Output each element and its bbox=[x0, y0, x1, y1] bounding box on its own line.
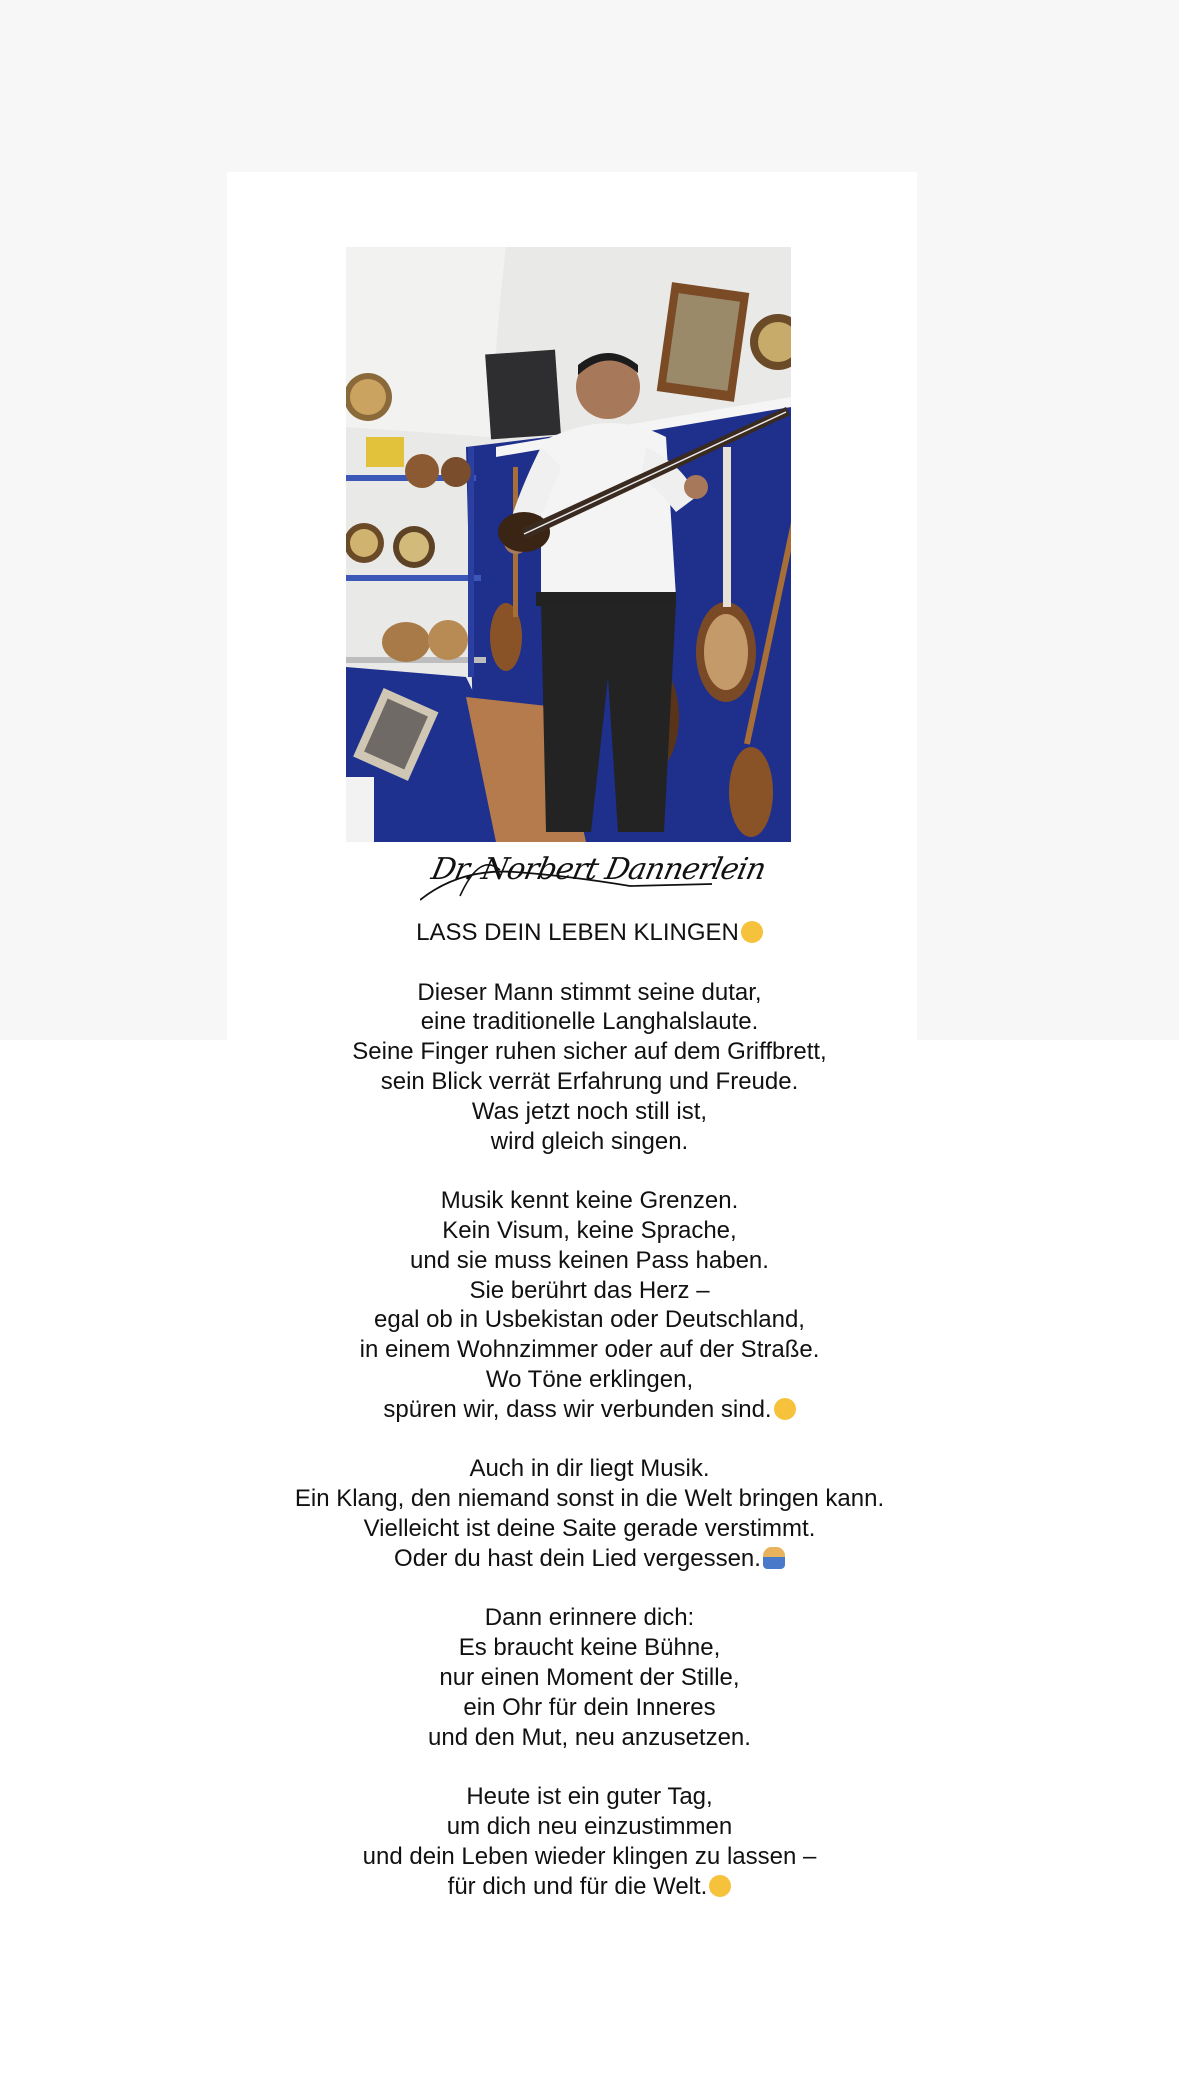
poem-line: eine traditionelle Langhalslaute. bbox=[420, 1008, 759, 1036]
hugging-face-icon bbox=[774, 1398, 796, 1420]
poem bbox=[0, 918, 1179, 1901]
relieved-face-icon bbox=[709, 1875, 731, 1897]
poem-line bbox=[0, 1395, 1179, 1425]
poem-line: und dein Leben wieder klingen zu lassen – bbox=[362, 1842, 817, 1870]
poem-line-text: Oder du hast dein Lied vergessen. bbox=[394, 1544, 761, 1572]
musician-photo bbox=[346, 247, 791, 842]
poem-title-text: LASS DEIN LEBEN KLINGEN bbox=[416, 919, 739, 946]
poem-line: Vielleicht ist deine Saite gerade verstimmt. bbox=[363, 1514, 816, 1542]
stanza-gap bbox=[0, 1574, 1179, 1604]
poem-line bbox=[0, 1872, 1179, 1902]
poem-line: wird gleich singen. bbox=[490, 1127, 689, 1155]
stanza-gap bbox=[0, 948, 1179, 978]
poem-line: und den Mut, neu anzusetzen. bbox=[428, 1723, 751, 1751]
poem-line: Sie berührt das Herz – bbox=[469, 1276, 710, 1304]
poem-line: Dieser Mann stimmt seine dutar, bbox=[417, 978, 762, 1006]
poem-line-text: für dich und für die Welt. bbox=[447, 1872, 708, 1900]
poem-line: Seine Finger ruhen sicher auf dem Griffbrett, bbox=[352, 1038, 827, 1066]
poem-title bbox=[0, 918, 1179, 948]
poem-line: in einem Wohnzimmer oder auf der Straße. bbox=[359, 1336, 820, 1364]
poem-line: Es braucht keine Bühne, bbox=[458, 1634, 721, 1662]
poem-line: egal ob in Usbekistan oder Deutschland, bbox=[374, 1306, 805, 1334]
poem-line: Musik kennt keine Grenzen. bbox=[440, 1187, 739, 1215]
poem-line: sein Blick verrät Erfahrung und Freude. bbox=[380, 1067, 799, 1095]
signature-text: Dr. Norbert Dannerlein bbox=[428, 852, 769, 887]
poem-line bbox=[0, 1544, 1179, 1574]
stanza-gap bbox=[0, 1156, 1179, 1186]
poem-line: Heute ist ein guter Tag, bbox=[466, 1783, 713, 1811]
poem-line: Wo Töne erklingen, bbox=[485, 1365, 694, 1393]
poem-line: Dann erinnere dich: bbox=[484, 1604, 695, 1632]
poem-line: um dich neu einzustimmen bbox=[446, 1812, 733, 1840]
poem-line: nur einen Moment der Stille, bbox=[439, 1663, 740, 1691]
stanza-gap bbox=[0, 1752, 1179, 1782]
signature bbox=[420, 848, 769, 910]
relieved-face-icon bbox=[741, 921, 763, 943]
poem-line-text: spüren wir, dass wir verbunden sind. bbox=[383, 1395, 772, 1423]
stanza-gap bbox=[0, 1425, 1179, 1455]
poem-line: Ein Klang, den niemand sonst in die Welt bringen kann. bbox=[294, 1485, 885, 1513]
poem-line: Auch in dir liegt Musik. bbox=[469, 1455, 710, 1483]
person-shrugging-icon bbox=[763, 1547, 785, 1569]
poem-line: Was jetzt noch still ist, bbox=[471, 1097, 708, 1125]
poem-line: Kein Visum, keine Sprache, bbox=[442, 1216, 737, 1244]
poem-line: ein Ohr für dein Inneres bbox=[463, 1693, 716, 1721]
poem-line: und sie muss keinen Pass haben. bbox=[410, 1246, 769, 1274]
